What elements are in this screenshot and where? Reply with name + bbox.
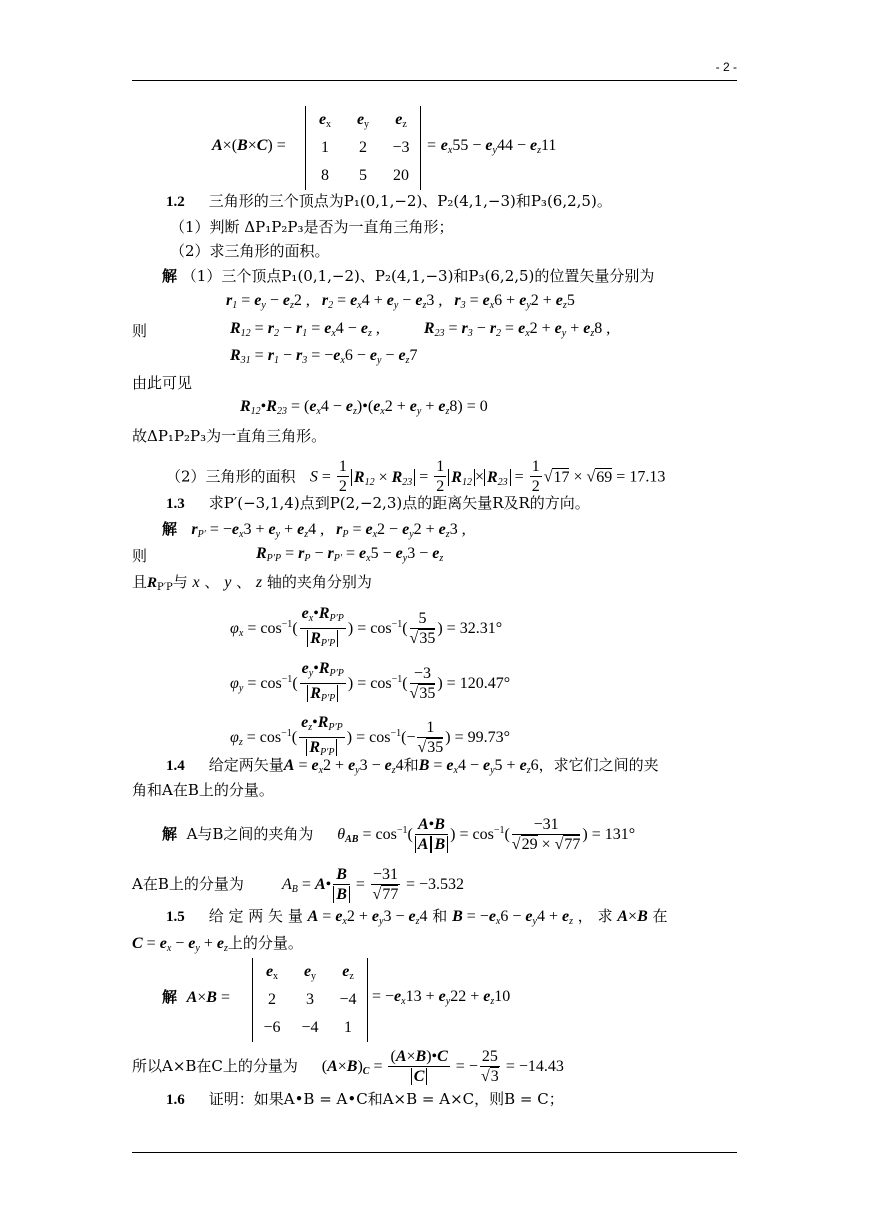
problem-1-5-result: 所以A×B在C上的分量为 $(A\times B)_C$ = $\frac{(A\times B)•C}{C}$ = − $\frac{25}{√3}$ = −14.43 xyxy=(132,1048,564,1085)
phi-x: $\varphi_x = \cos^{-1}$( $\frac{e_x•R_{P'P}}{R_{P'P}}$ ) = $\cos^{-1}$( $\frac{5}{√35}$ ) = 32.31° xyxy=(230,605,503,649)
r31: $R_{31} = r_1 - r_3 = -e_x6 - e_y - e_z7$ xyxy=(230,347,418,366)
problem-1-4-cont: 角和A在B上的分量。 xyxy=(132,781,274,799)
cross-product-result: = $-e_x13 + e_y22 + e_z10$ xyxy=(372,988,511,1007)
triple-product-lhs: A×(B×C) = xyxy=(212,137,286,154)
determinant-2: $e_x$ $e_y$ $e_z$ 2 3 −4 −6 −4 1 xyxy=(252,958,368,1042)
problem-1-5: 1.5 给 定 两 矢 量 $A = e_x2 + e_y3 - e_z4$ 和 $B = -e_x6 - e_y4 + e_z$ ， 求 A×B 在 xyxy=(166,907,668,927)
header-rule xyxy=(132,80,737,81)
page-number: - 2 - xyxy=(715,60,737,74)
footer-rule xyxy=(132,1152,737,1153)
r12-r23: $R_{12} = r_2 - r_1 = e_x4 - e_z$ , $R_{23} = r_3 - r_2 = e_x2 + e_y + e_z8$ , xyxy=(230,320,611,339)
problem-1-4: 1.4 给定两矢量$A = e_x2 + e_y3 - e_z4$和$B = e_x4 - e_y5 + e_z6$，求它们之间的夹 xyxy=(166,756,659,776)
hence-label: 由此可见 xyxy=(132,374,193,392)
problem-1-4-angle: 解 A与B之间的夹角为 $\theta_{AB} = \cos^{-1}$( $\frac{A•B}{\text{A B}}$ ) = $\cos^{-1}$( $\frac{-31}{√29 \times √77}$ ) = 131° xyxy=(162,816,636,853)
problem-1-5-cont: $C = e_x - e_y + e_z$上的分量。 xyxy=(132,934,303,954)
right-triangle-conclusion: 故ΔP₁P₂P₃为一直角三角形。 xyxy=(132,427,327,445)
then-label-1: 则 xyxy=(132,322,148,340)
triple-product-result: = $e_x55 - e_y44 - e_z11$ xyxy=(426,137,557,156)
angles-intro: 且$R_{P'P}$与 x 、 y 、 z 轴的夹角分别为 xyxy=(132,573,372,593)
problem-1-2: 1.2 三角形的三个顶点为P₁(0,1,−2)、P₂(4,1,−3)和P₃(6,2,5)。 xyxy=(166,192,612,210)
dot-product-zero: $R_{12}•R_{23} = (e_x4$ − $e_z)•(e_x2 + e_y + e_z8) = 0$ xyxy=(240,398,488,417)
problem-1-2-q1: （1）判断 ΔP₁P₂P₃是否为一直角三角形； xyxy=(170,218,454,236)
problem-1-5-solution: 解 A×B = xyxy=(162,988,230,1006)
then-label-2: 则 xyxy=(132,547,148,565)
problem-1-2-solution: 解 （1）三个顶点P₁(0,1,−2)、P₂(4,1,−3)和P₃(6,2,5)的位置矢量分别为 xyxy=(162,267,655,285)
problem-1-3-solution: 解 $r_{P'} = -e_x3 + e_y + e_z4$ , $r_P = e_x2 - e_y2 + e_z3$ , xyxy=(162,520,466,540)
determinant-1: $e_x$ $e_y$ $e_z$ 1 2 −3 8 5 20 xyxy=(305,106,421,190)
triangle-area: （2）三角形的面积 S = $\frac{1}{2}$ $R_{12} \times R_{23}$ = $\frac{1}{2}$ $R_{12} \times R_{23}$ = $\frac{1}{2}$ √17 × √69 = 17.13 xyxy=(166,458,666,495)
position-vectors: $r_1 = e_y - e_z2$ , $r_2 = e_x4 + e_y - e_z3$ , $r_3 = e_x6 + e_y2 + e_z5$ xyxy=(226,292,575,311)
phi-y: $\varphi_y = \cos^{-1}$( $\frac{e_y•R_{P'P}}{R_{P'P}}$ ) = $\cos^{-1}$( $\frac{-3}{√35}$ ) = 120.47° xyxy=(230,660,511,704)
r-pp-vector: $R_{P'P} = r_P - r_{P'} = e_x5 - e_y3 - e_z$ xyxy=(256,545,444,564)
problem-1-6: 1.6 证明：如果A•B = A•C和A×B = A×C，则B = C； xyxy=(166,1090,564,1108)
phi-z: $\varphi_z = \cos^{-1}$( $\frac{e_z•R_{P'P}}{R_{P'P}}$ ) = $\cos^{-1}(-$ $\frac{1}{√35}$ ) = 99.73° xyxy=(230,714,511,758)
problem-1-4-projection: A在B上的分量为 $A_B$ = A• $\frac{B}{B}$ = $\frac{-31}{√77}$ = −3.532 xyxy=(132,866,465,903)
problem-1-2-q2: （2）求三角形的面积。 xyxy=(170,242,330,260)
problem-1-3: 1.3 求P′(−3,1,4)点到P(2,−2,3)点的距离矢量R及R的方向。 xyxy=(166,494,590,512)
